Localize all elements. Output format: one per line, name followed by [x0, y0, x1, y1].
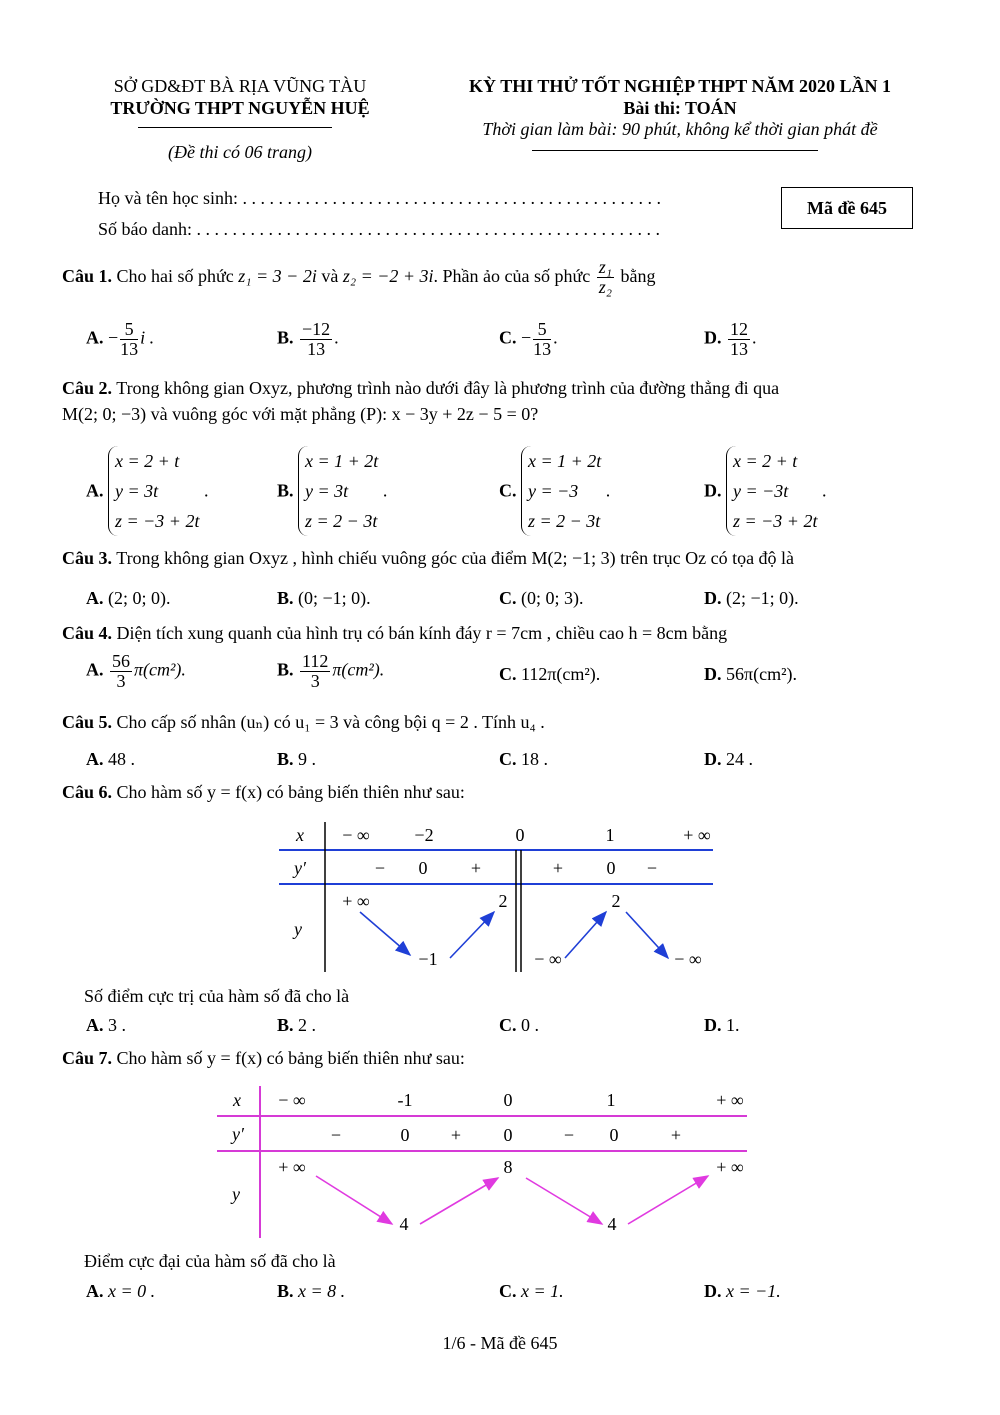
question-label: Câu 4.: [62, 623, 113, 643]
question-7: [62, 1048, 465, 1069]
student-id-dots: . . . . . . . . . . . . . . . . . . . . . . . . . . . . . . . . . . . . . . . . . . . . . . . . . . . .: [196, 219, 660, 239]
choice-a[interactable]: A. $\frac{56}{3}$ π(cm²).: [86, 651, 186, 691]
sign: −: [646, 858, 658, 878]
question-label: Câu 6.: [62, 782, 113, 802]
exam-time: Thời gian làm bài: 90 phút, không kể thời gian phát đề: [482, 119, 878, 139]
y-value: 4: [399, 1214, 409, 1234]
choice-a[interactable]: A. − $\frac{5}{13}$ i .: [86, 319, 155, 359]
question-label: Câu 5.: [62, 712, 113, 732]
x-label: x: [233, 1090, 241, 1110]
sign: +: [470, 858, 482, 878]
x-value: −2: [414, 825, 434, 845]
question-text: và: [321, 266, 339, 286]
page-footer: 1/6 - Mã đề 645: [442, 1333, 558, 1353]
yprime-label: y′: [232, 1124, 244, 1144]
student-name-dots: . . . . . . . . . . . . . . . . . . . . . . . . . . . . . . . . . . . . . . . . . . . . . . .: [242, 188, 661, 208]
y-label: y: [294, 919, 302, 939]
equation-system: x = 1 + 2t y = −3 z = 2 − 3t: [521, 446, 601, 536]
student-id-label: Số báo danh:: [98, 219, 192, 239]
arrow-up: [420, 1178, 498, 1224]
choice-c[interactable]: C. x = 1 + 2t y = −3 z = 2 − 3t .: [499, 446, 610, 536]
choice-a[interactable]: A. (2; 0; 0).: [86, 588, 171, 608]
arrow-up: [628, 1176, 708, 1224]
y-value: 2: [498, 891, 508, 911]
sign: 0: [503, 1125, 513, 1145]
question-2-line2: M(2; 0; −3) và vuông góc với mặt phẳng (P): x − 3y + 2z − 5 = 0?: [62, 404, 539, 424]
sign: 0: [418, 858, 428, 878]
x-value: + ∞: [716, 1090, 744, 1110]
y-value: + ∞: [342, 891, 370, 911]
question-text: Cho hàm số y = f(x) có bảng biến thiên như sau:: [116, 1048, 465, 1068]
choice-d[interactable]: D. 1.: [704, 1015, 740, 1035]
question-text: Cho hai số phức: [116, 266, 234, 286]
exam-title: KỲ THI THỬ TỐT NGHIỆP THPT NĂM 2020 LẦN 1: [469, 76, 891, 96]
sign: 0: [609, 1125, 619, 1145]
question-7-prompt: Điểm cực đại của hàm số đã cho là: [84, 1251, 336, 1271]
question-label: Câu 7.: [62, 1048, 113, 1068]
sign: −: [374, 858, 386, 878]
question-text: Trong không gian Oxyz, phương trình nào dưới đây là phương trình của đường thẳng đi qua: [116, 378, 780, 398]
choice-d[interactable]: D. (2; −1; 0).: [704, 588, 799, 608]
sign: 0: [606, 858, 616, 878]
x-label: x: [296, 825, 304, 845]
math-expr: z₂ = −2 + 3i: [342, 266, 434, 286]
choice-b[interactable]: B. x = 1 + 2t y = 3t z = 2 − 3t .: [277, 446, 387, 536]
question-label: Câu 3.: [62, 548, 113, 568]
arrow-down: [316, 1176, 392, 1224]
arrow-up: [450, 912, 494, 958]
y-value: 4: [607, 1214, 617, 1234]
question-6-prompt: Số điểm cực trị của hàm số đã cho là: [84, 986, 350, 1006]
equation-system: x = 2 + t y = 3t z = −3 + 2t: [108, 446, 199, 536]
x-value: -1: [397, 1090, 413, 1110]
x-value: 0: [503, 1090, 513, 1110]
choice-a[interactable]: A. x = 0 .: [86, 1281, 156, 1301]
x-value: 0: [515, 825, 525, 845]
choice-c[interactable]: C. 0 .: [499, 1015, 539, 1035]
arrow-up: [565, 912, 606, 958]
choice-d[interactable]: D. 24 .: [704, 749, 753, 769]
y-value: − ∞: [674, 949, 702, 969]
sign: −: [330, 1125, 342, 1145]
x-value: + ∞: [683, 825, 711, 845]
choice-b[interactable]: B. $\frac{112}{3}$ π(cm²).: [277, 651, 385, 691]
school-name: TRƯỜNG THPT NGUYỄN HUỆ: [110, 98, 370, 118]
choice-d[interactable]: D. x = −1.: [704, 1281, 781, 1301]
choice-d[interactable]: D. x = 2 + t y = −3t z = −3 + 2t .: [704, 446, 826, 536]
student-name-label: Họ và tên học sinh:: [98, 188, 238, 208]
x-value: − ∞: [342, 825, 370, 845]
question-label: Câu 2.: [62, 378, 113, 398]
choice-a[interactable]: A. 3 .: [86, 1015, 126, 1035]
sign: +: [450, 1125, 462, 1145]
question-text: Diện tích xung quanh của hình trụ có bán kính đáy r = 7cm , chiều cao h = 8cm bằng: [116, 623, 728, 643]
question-text: Cho hàm số y = f(x) có bảng biến thiên như sau:: [116, 782, 465, 802]
question-text: bằng: [620, 266, 656, 286]
exam-subject: Bài thi: TOÁN: [623, 98, 737, 118]
exam-code-box: Mã đề 645: [781, 187, 913, 229]
arrow-down: [626, 912, 668, 958]
choice-c[interactable]: C. x = 1.: [499, 1281, 564, 1301]
choice-b[interactable]: B. 2 .: [277, 1015, 317, 1035]
question-text: Trong không gian Oxyz , hình chiếu vuông góc của điểm M(2; −1; 3) trên trục Oz có tọa độ là: [116, 548, 795, 568]
sign: 0: [400, 1125, 410, 1145]
arrow-down: [526, 1178, 602, 1224]
choice-c[interactable]: C. 112π(cm²).: [499, 664, 601, 684]
equation-system: x = 2 + t y = −3t z = −3 + 2t: [726, 446, 817, 536]
y-value: + ∞: [278, 1157, 306, 1177]
y-label: y: [232, 1184, 240, 1204]
choice-b[interactable]: B. x = 8 .: [277, 1281, 346, 1301]
choice-b[interactable]: B. 9 .: [277, 749, 317, 769]
y-value: − ∞: [534, 949, 562, 969]
question-label: Câu 1.: [62, 266, 113, 286]
choice-a[interactable]: A. 48 .: [86, 749, 135, 769]
x-value: 1: [605, 825, 615, 845]
choice-b[interactable]: B. (0; −1; 0).: [277, 588, 371, 608]
yprime-label: y′: [294, 858, 306, 878]
arrow-down: [360, 912, 410, 955]
question-text: Cho cấp số nhân (uₙ) có u₁ = 3 và công bội q = 2 . Tính u₄ .: [116, 712, 545, 732]
y-value: 8: [503, 1157, 513, 1177]
x-value: − ∞: [278, 1090, 306, 1110]
sign: +: [670, 1125, 682, 1145]
choice-c[interactable]: C. − $\frac{5}{13}$ .: [499, 319, 558, 359]
choice-d[interactable]: D. $\frac{12}{13}$ .: [704, 319, 757, 359]
fraction: $\frac{\text{z₁}}{\text{z₂}}$: [598, 257, 613, 298]
math-expr: z₁ = 3 − 2i: [238, 266, 317, 286]
choice-b[interactable]: B. $\frac{-12}{13}$ .: [277, 319, 339, 359]
equation-system: x = 1 + 2t y = 3t z = 2 − 3t: [298, 446, 378, 536]
school-department: SỞ GD&ĐT BÀ RỊA VŨNG TÀU: [113, 76, 367, 96]
x-value: 1: [606, 1090, 616, 1110]
choice-c[interactable]: C. 18 .: [499, 749, 548, 769]
choice-c[interactable]: C. (0; 0; 3).: [499, 588, 584, 608]
page-count-note: (Đề thi có 06 trang): [168, 142, 312, 162]
y-value: 2: [611, 891, 621, 911]
sign: +: [552, 858, 564, 878]
choice-d[interactable]: D. 56π(cm²).: [704, 664, 797, 684]
choice-a[interactable]: A. x = 2 + t y = 3t z = −3 + 2t .: [86, 446, 208, 536]
y-value: −1: [418, 949, 438, 969]
sign: −: [563, 1125, 575, 1145]
y-value: + ∞: [716, 1157, 744, 1177]
question-text: . Phần ảo của số phức: [433, 266, 591, 286]
